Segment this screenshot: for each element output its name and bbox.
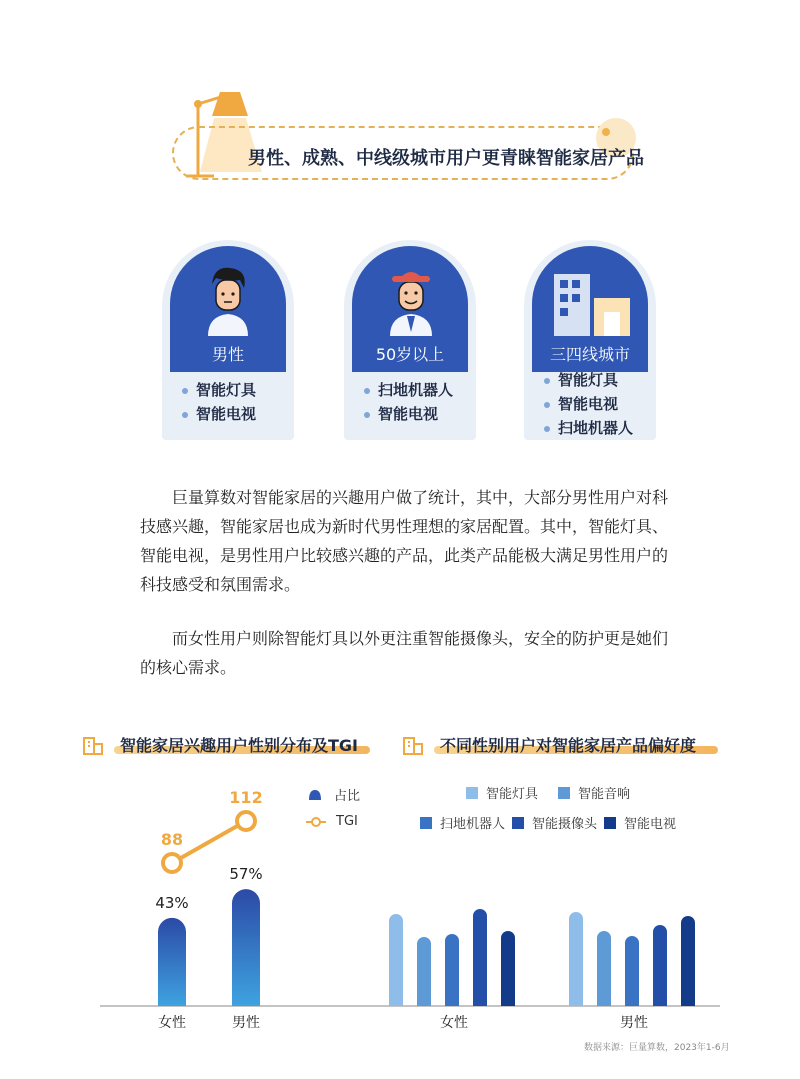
card-list	[364, 378, 453, 426]
list-item: 智能电视	[364, 402, 453, 426]
list-item: 智能电视	[544, 392, 633, 416]
card-header	[170, 246, 286, 372]
legend-label: 智能电视	[624, 817, 677, 832]
young-man-icon	[204, 264, 252, 336]
tgi-data-label: 112	[229, 788, 263, 807]
legend-label: 智能摄像头	[532, 817, 598, 832]
preference-bar	[597, 931, 611, 1006]
list-item: 扫地机器人	[544, 416, 633, 440]
tgi-data-label: 88	[160, 830, 184, 849]
list-item: 扫地机器人	[364, 378, 453, 402]
preference-chart	[389, 909, 695, 1006]
x-tick-label: 男性	[232, 1015, 260, 1031]
legend-label: 智能音响	[578, 787, 631, 802]
card-label: 50岁以上	[375, 345, 445, 364]
tgi-point	[237, 812, 255, 830]
gender-tgi-chart	[155, 788, 262, 1006]
card-header	[532, 246, 648, 372]
page-title: 男性、成熟、中线级城市用户更青睐智能家居产品	[248, 148, 644, 169]
paragraph: 而女性用户则除智能灯具以外更注重智能摄像头，安全的防护更是她们的核心需求。	[140, 629, 669, 677]
list-item: 智能电视	[182, 402, 256, 426]
preference-bar	[569, 912, 583, 1006]
legend-label: TGI	[336, 814, 358, 829]
paragraph: 巨量算数对智能家居的兴趣用户做了统计，其中，大部分男性用户对科技感兴趣，智能家居也成为新时代男性理想的家居配置。其中，智能灯具、智能电视，是男性用户比较感兴趣的产品，此类产品能极大满足男性用户的科技感受和氛围需求。	[140, 488, 669, 594]
legend-label: 智能灯具	[486, 787, 539, 802]
share-data-label: 43%	[155, 893, 189, 912]
charts-canvas	[0, 760, 800, 1050]
share-bar	[158, 918, 186, 1006]
x-tick-label: 女性	[440, 1015, 468, 1031]
card-tier3-4-city	[524, 240, 656, 440]
card-list	[182, 378, 256, 426]
card-label: 三四线城市	[549, 345, 630, 364]
list-item: 智能灯具	[544, 368, 633, 392]
data-source: 数据来源：巨量算数，2023年1-6月	[584, 1043, 730, 1053]
preference-bar	[501, 931, 515, 1006]
list-item: 智能灯具	[182, 378, 256, 402]
preference-bar	[445, 934, 459, 1006]
preference-bar	[473, 909, 487, 1006]
tgi-point	[163, 854, 181, 872]
card-male	[162, 240, 294, 440]
preference-bar	[653, 925, 667, 1006]
older-man-icon	[386, 262, 436, 336]
x-tick-label: 女性	[158, 1015, 186, 1031]
chart-title: 智能家居兴趣用户性别分布及TGI	[120, 736, 359, 755]
preference-bar	[389, 914, 403, 1006]
x-tick-label: 男性	[620, 1015, 648, 1031]
preference-bar	[417, 937, 431, 1006]
card-label: 男性	[211, 345, 244, 364]
card-header	[352, 246, 468, 372]
buildings-icon	[550, 274, 634, 336]
legend-label: 扫地机器人	[440, 817, 506, 832]
share-data-label: 57%	[229, 865, 263, 884]
share-bar	[232, 889, 260, 1006]
legend-label: 占比	[334, 789, 361, 804]
preference-bar	[681, 916, 695, 1006]
chart-title: 不同性别用户对智能家居产品偏好度	[440, 736, 697, 755]
building-icon	[82, 734, 104, 756]
preference-bar	[625, 936, 639, 1006]
card-list	[544, 368, 633, 440]
building-icon	[402, 734, 424, 756]
card-over-50	[344, 240, 476, 440]
